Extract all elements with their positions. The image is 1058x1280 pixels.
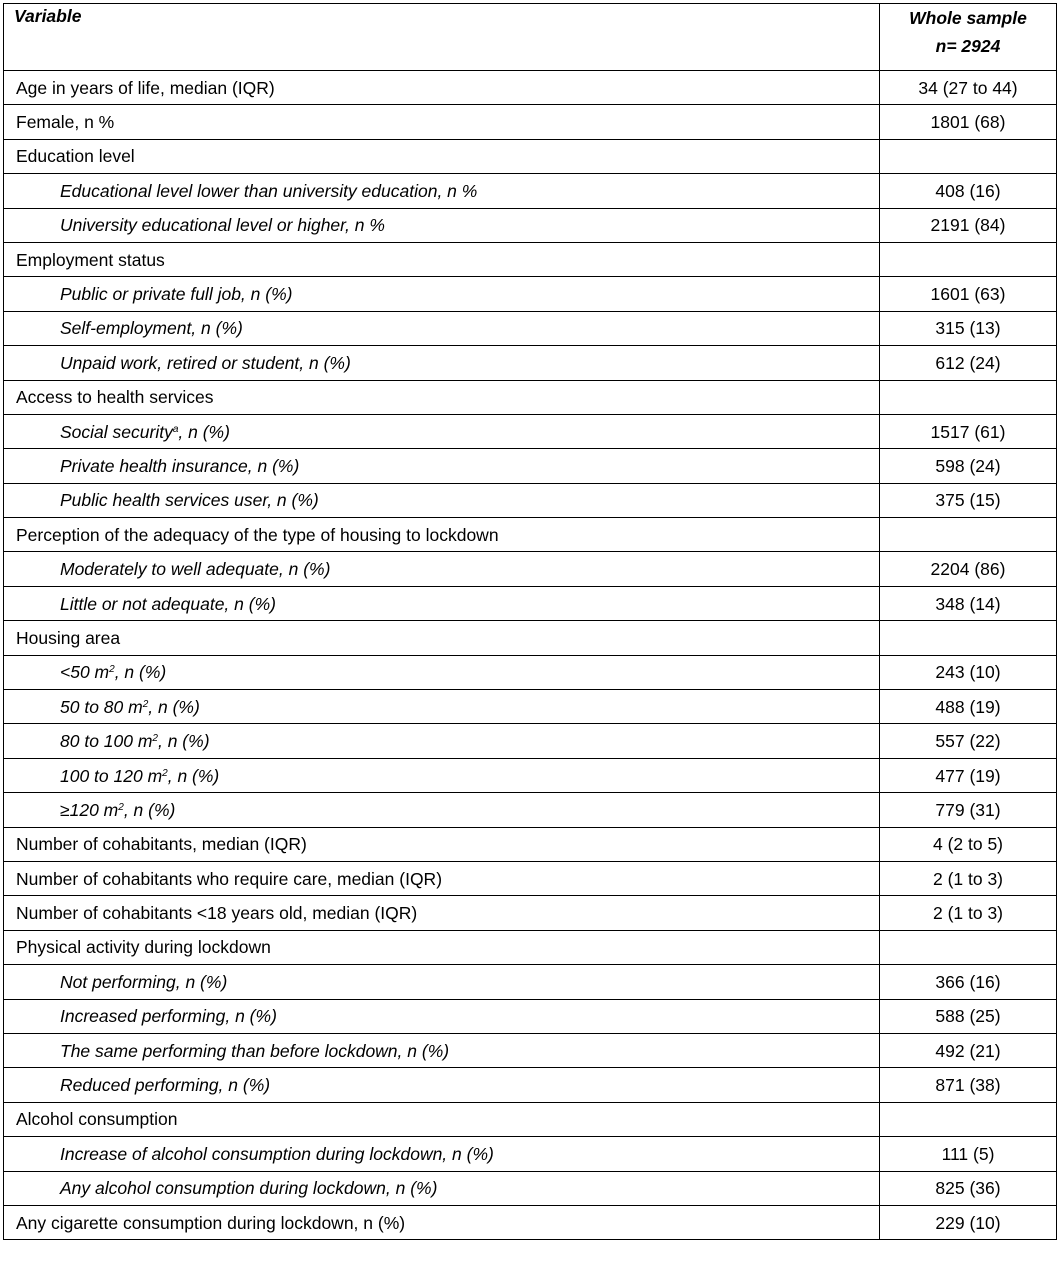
table-row: [4, 1102, 1057, 1136]
table-row: [4, 1171, 1057, 1205]
header-row: [4, 4, 1057, 71]
row-label: [4, 1171, 880, 1205]
row-label: [4, 965, 880, 999]
row-label: [4, 896, 880, 930]
row-label-superscript: 2: [162, 767, 168, 779]
row-label-suffix: , n (%): [167, 765, 220, 786]
table-row: [4, 724, 1057, 758]
table-row: [4, 483, 1057, 517]
row-label-text: Unpaid work, retired or student, n (%): [60, 352, 351, 373]
row-value: 825 (36): [880, 1171, 1057, 1205]
row-value: 1517 (61): [880, 414, 1057, 448]
table-row: [4, 758, 1057, 792]
row-label: [4, 552, 880, 586]
row-label-text: Private health insurance, n (%): [60, 455, 300, 476]
row-value: 315 (13): [880, 311, 1057, 345]
row-value: [880, 621, 1057, 655]
row-label-text: Age in years of life, median (IQR): [16, 77, 275, 98]
row-label: [4, 793, 880, 827]
row-label-text: Little or not adequate, n (%): [60, 593, 276, 614]
row-label-text: Self-employment, n (%): [60, 318, 243, 339]
row-label-text: Moderately to well adequate, n (%): [60, 559, 331, 580]
table-row: [4, 380, 1057, 414]
row-label-text: Any alcohol consumption during lockdown, n (%): [60, 1178, 438, 1199]
row-label: [4, 999, 880, 1033]
table-header: [4, 4, 1057, 71]
row-value: [880, 1102, 1057, 1136]
row-value: 557 (22): [880, 724, 1057, 758]
row-label-suffix: , n (%): [114, 662, 167, 683]
table-row: [4, 690, 1057, 724]
characteristics-table: [3, 3, 1057, 1240]
table-row: [4, 1205, 1057, 1239]
table-row: [4, 1137, 1057, 1171]
row-label-text: Public or private full job, n (%): [60, 284, 293, 305]
row-label-text: ≥120 m: [60, 799, 119, 820]
table-row: [4, 655, 1057, 689]
row-label: [4, 861, 880, 895]
row-label: [4, 242, 880, 276]
row-label: [4, 518, 880, 552]
table-row: [4, 896, 1057, 930]
row-label: [4, 346, 880, 380]
row-value: [880, 518, 1057, 552]
row-label-text: Housing area: [16, 627, 121, 648]
row-value: 348 (14): [880, 586, 1057, 620]
table-row: [4, 965, 1057, 999]
row-value: [880, 242, 1057, 276]
row-label-text: Reduced performing, n (%): [60, 1075, 271, 1096]
row-label: [4, 655, 880, 689]
table-row: [4, 999, 1057, 1033]
row-label-text: 100 to 120 m: [60, 765, 163, 786]
table-row: [4, 311, 1057, 345]
table-row: [4, 552, 1057, 586]
row-label-text: Number of cohabitants <18 years old, median (IQR): [16, 903, 418, 924]
header-whole-sample: [880, 4, 1057, 71]
row-label: [4, 483, 880, 517]
row-value: 1801 (68): [880, 105, 1057, 139]
table-row: [4, 414, 1057, 448]
row-label-text: The same performing than before lockdown, n (%): [60, 1040, 450, 1061]
row-label: [4, 449, 880, 483]
row-label: [4, 930, 880, 964]
row-label: [4, 1137, 880, 1171]
row-label-text: Perception of the adequacy of the type of housing to lockdown: [16, 524, 499, 545]
header-variable: Variable: [4, 4, 880, 71]
row-label-text: 50 to 80 m: [60, 696, 143, 717]
table-row: [4, 793, 1057, 827]
table-row: [4, 1068, 1057, 1102]
row-value: 598 (24): [880, 449, 1057, 483]
row-value: 34 (27 to 44): [880, 71, 1057, 105]
row-label-suffix: , n (%): [148, 696, 200, 717]
row-label: [4, 1033, 880, 1067]
row-label-text: Female, n %: [16, 112, 115, 133]
row-label: [4, 277, 880, 311]
row-label-text: Alcohol consumption: [16, 1109, 178, 1130]
table-row: [4, 174, 1057, 208]
header-group-n: n= 2924: [935, 36, 1001, 56]
row-label: [4, 311, 880, 345]
row-value: 492 (21): [880, 1033, 1057, 1067]
table-body: [4, 71, 1057, 1240]
row-label-text: 80 to 100 m: [60, 731, 153, 752]
row-label: [4, 380, 880, 414]
row-value: 488 (19): [880, 690, 1057, 724]
row-label-text: Social security: [60, 421, 173, 442]
row-label-suffix: , n (%): [157, 731, 210, 752]
row-label-text: Public health services user, n (%): [60, 490, 319, 511]
row-label-superscript: 2: [118, 801, 124, 813]
row-label-text: Education level: [16, 146, 135, 167]
table-row: [4, 1033, 1057, 1067]
row-label: [4, 174, 880, 208]
row-value: 408 (16): [880, 174, 1057, 208]
table-row: [4, 827, 1057, 861]
row-label: [4, 1102, 880, 1136]
row-label: [4, 71, 880, 105]
row-label-text: <50 m: [60, 662, 110, 683]
row-label: [4, 827, 880, 861]
row-label-text: Not performing, n (%): [60, 971, 228, 992]
row-label-superscript: 2: [109, 664, 115, 676]
header-group-label: Whole sample: [909, 8, 1027, 28]
row-value: 243 (10): [880, 655, 1057, 689]
row-label-superscript: 2: [152, 733, 158, 745]
row-value: 4 (2 to 5): [880, 827, 1057, 861]
table-row: [4, 518, 1057, 552]
row-label-text: University educational level or higher, n %: [60, 215, 385, 236]
row-label-text: Increased performing, n (%): [60, 1006, 277, 1027]
row-label-text: Number of cohabitants who require care, median (IQR): [16, 868, 443, 889]
row-label: [4, 414, 880, 448]
table-row: [4, 861, 1057, 895]
row-value: [880, 930, 1057, 964]
row-value: 588 (25): [880, 999, 1057, 1033]
row-value: 2191 (84): [880, 208, 1057, 242]
table-row: [4, 586, 1057, 620]
row-label: [4, 208, 880, 242]
row-value: 366 (16): [880, 965, 1057, 999]
row-label-text: Access to health services: [16, 387, 214, 408]
row-label: [4, 724, 880, 758]
table-row: [4, 277, 1057, 311]
row-label: [4, 758, 880, 792]
row-label: [4, 1068, 880, 1102]
row-label: [4, 690, 880, 724]
row-value: 477 (19): [880, 758, 1057, 792]
row-value: 2 (1 to 3): [880, 861, 1057, 895]
row-value: 229 (10): [880, 1205, 1057, 1239]
row-value: 779 (31): [880, 793, 1057, 827]
table-row: [4, 139, 1057, 173]
row-label-suffix: , n (%): [123, 799, 176, 820]
row-label: [4, 139, 880, 173]
table-row: [4, 105, 1057, 139]
row-value: 1601 (63): [880, 277, 1057, 311]
table-row: [4, 242, 1057, 276]
table-row: [4, 449, 1057, 483]
row-label-text: Any cigarette consumption during lockdown, n (%): [16, 1212, 406, 1233]
row-value: 111 (5): [880, 1137, 1057, 1171]
row-label-text: Number of cohabitants, median (IQR): [16, 834, 307, 855]
table-row: [4, 208, 1057, 242]
table-row: [4, 930, 1057, 964]
row-label-text: Increase of alcohol consumption during lockdown, n (%): [60, 1143, 494, 1164]
row-label-text: Educational level lower than university education, n %: [60, 180, 478, 201]
row-value: [880, 139, 1057, 173]
row-value: 2 (1 to 3): [880, 896, 1057, 930]
table-row: [4, 71, 1057, 105]
row-value: 375 (15): [880, 483, 1057, 517]
row-label: [4, 586, 880, 620]
row-label-text: Employment status: [16, 249, 165, 270]
table-row: [4, 346, 1057, 380]
row-value: 871 (38): [880, 1068, 1057, 1102]
row-label-suffix: , n (%): [178, 421, 230, 442]
row-label-text: Physical activity during lockdown: [16, 937, 271, 958]
row-label: [4, 1205, 880, 1239]
row-label: [4, 105, 880, 139]
table-row: [4, 621, 1057, 655]
row-label-superscript: 2: [142, 698, 149, 710]
row-value: 2204 (86): [880, 552, 1057, 586]
row-label-superscript: a: [172, 423, 179, 435]
row-label: [4, 621, 880, 655]
row-value: 612 (24): [880, 346, 1057, 380]
row-value: [880, 380, 1057, 414]
